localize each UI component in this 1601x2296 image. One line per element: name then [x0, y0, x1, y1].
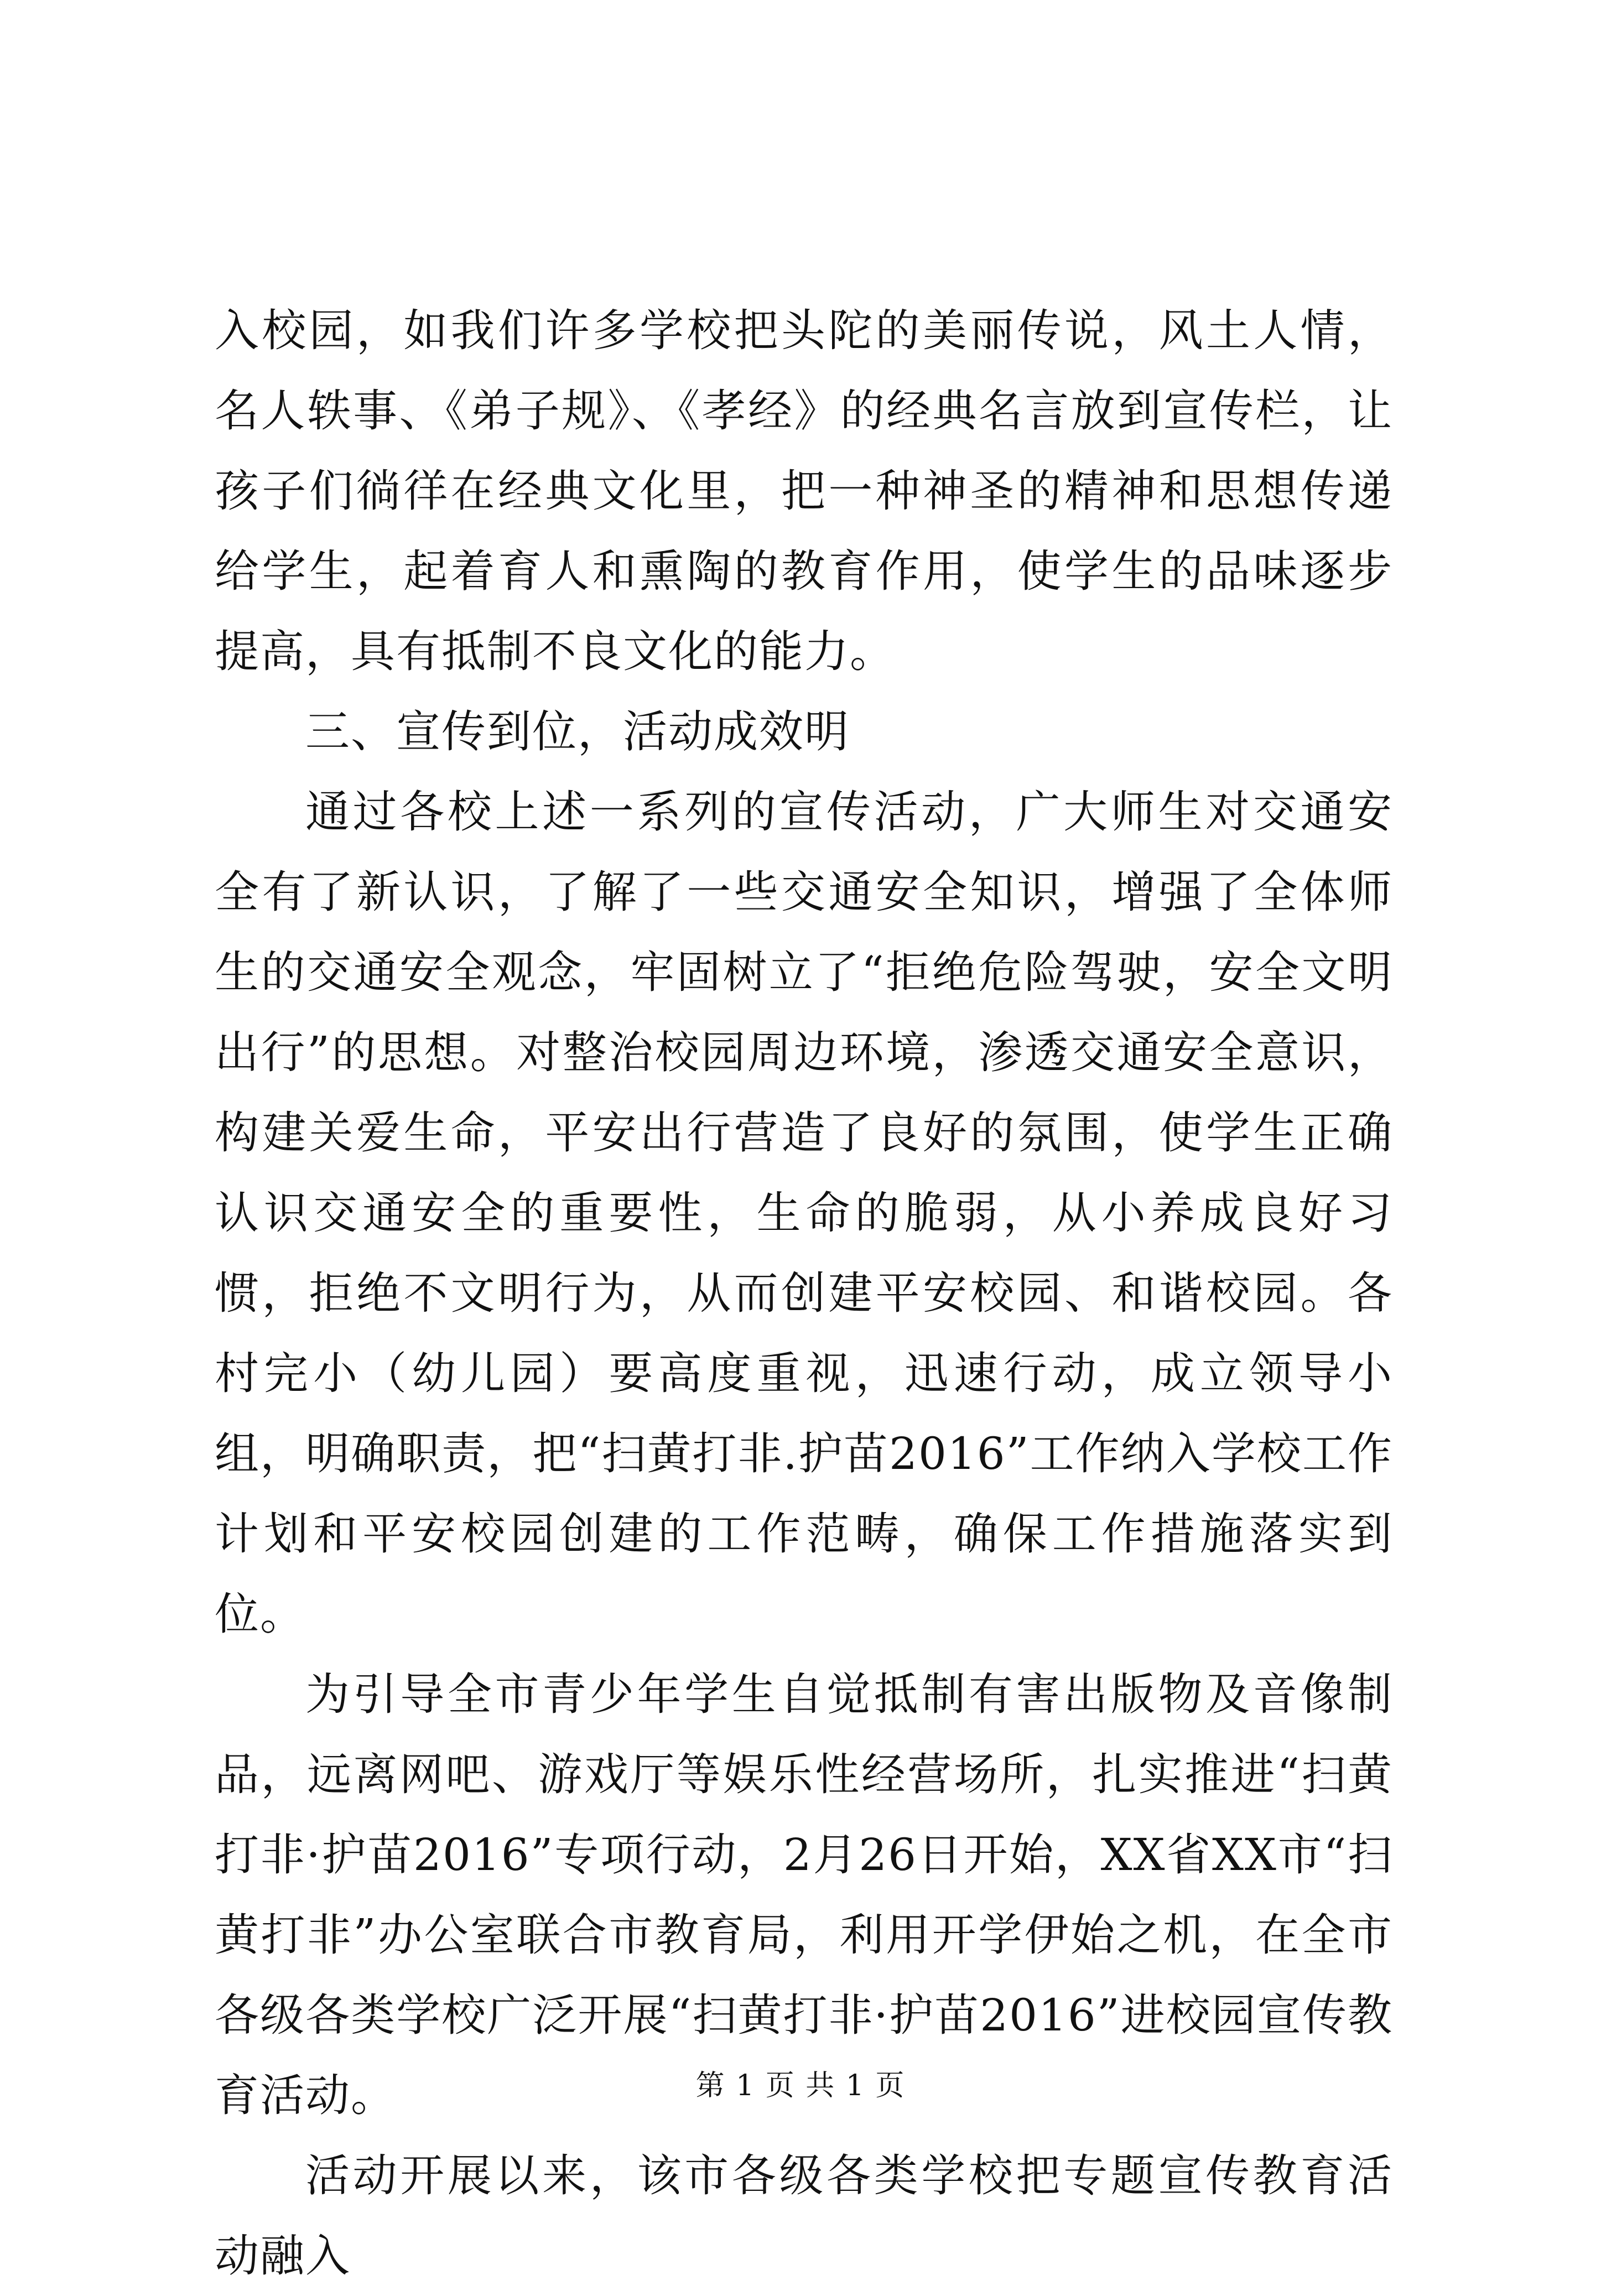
paragraph-continuation: 入校园，如我们许多学校把头陀的美丽传说，风土人情，名人轶事、《弟子规》、《孝经》的经典名言放到宣传栏，让孩子们徜徉在经典文化里，把一种神圣的精神和思想传递给学生，起着育人和熏陶的教育作用，使学生的品味逐步提高，具有抵制不良文化的能力。 [215, 305, 1393, 677]
paragraph-publicity-results: 通过各校上述一系列的宣传活动，广大师生对交通安全有了新认识，了解了一些交通安全知识，增强了全体师生的交通安全观念，牢固树立了“拒绝危险驾驶，安全文明出行”的思想。对整治校园周边环境，渗透交通安全意识，构建关爱生命，平安出行营造了良好的氛围，使学生正确认识交通安全的重要性，生命的脆弱，从小养成良好习惯，拒绝不文明行为，从而创建平安校园、和谐校园。各村完小（幼儿园）要高度重视，迅速行动，成立领导小组，明确职责，把“扫黄打非.护苗2016”工作纳入学校工作计划和平安校园创建的工作范畴，确保工作措施落实到位。 [215, 786, 1393, 1640]
paragraph-activity-progress: 活动开展以来，该市各级各类学校把专题宣传教育活动融入 [215, 2150, 1393, 2282]
section-heading: 三、宣传到位，活动成效明 [305, 706, 850, 757]
document-body [215, 290, 1393, 2296]
page-number-footer: 第 1 页 共 1 页 [695, 2069, 906, 2102]
paragraph-campaign-launch: 为引导全市青少年学生自觉抵制有害出版物及音像制品，远离网吧、游戏厅等娱乐性经营场所，扎实推进“扫黄打非·护苗2016”专项行动，2月26日开始，XX省XX市“扫黄打非”办公室联合市教育局，利用开学伊始之机，在全市各级各类学校广泛开展“扫黄打非·护苗2016”进校园宣传教育活动。 [215, 1669, 1393, 2121]
